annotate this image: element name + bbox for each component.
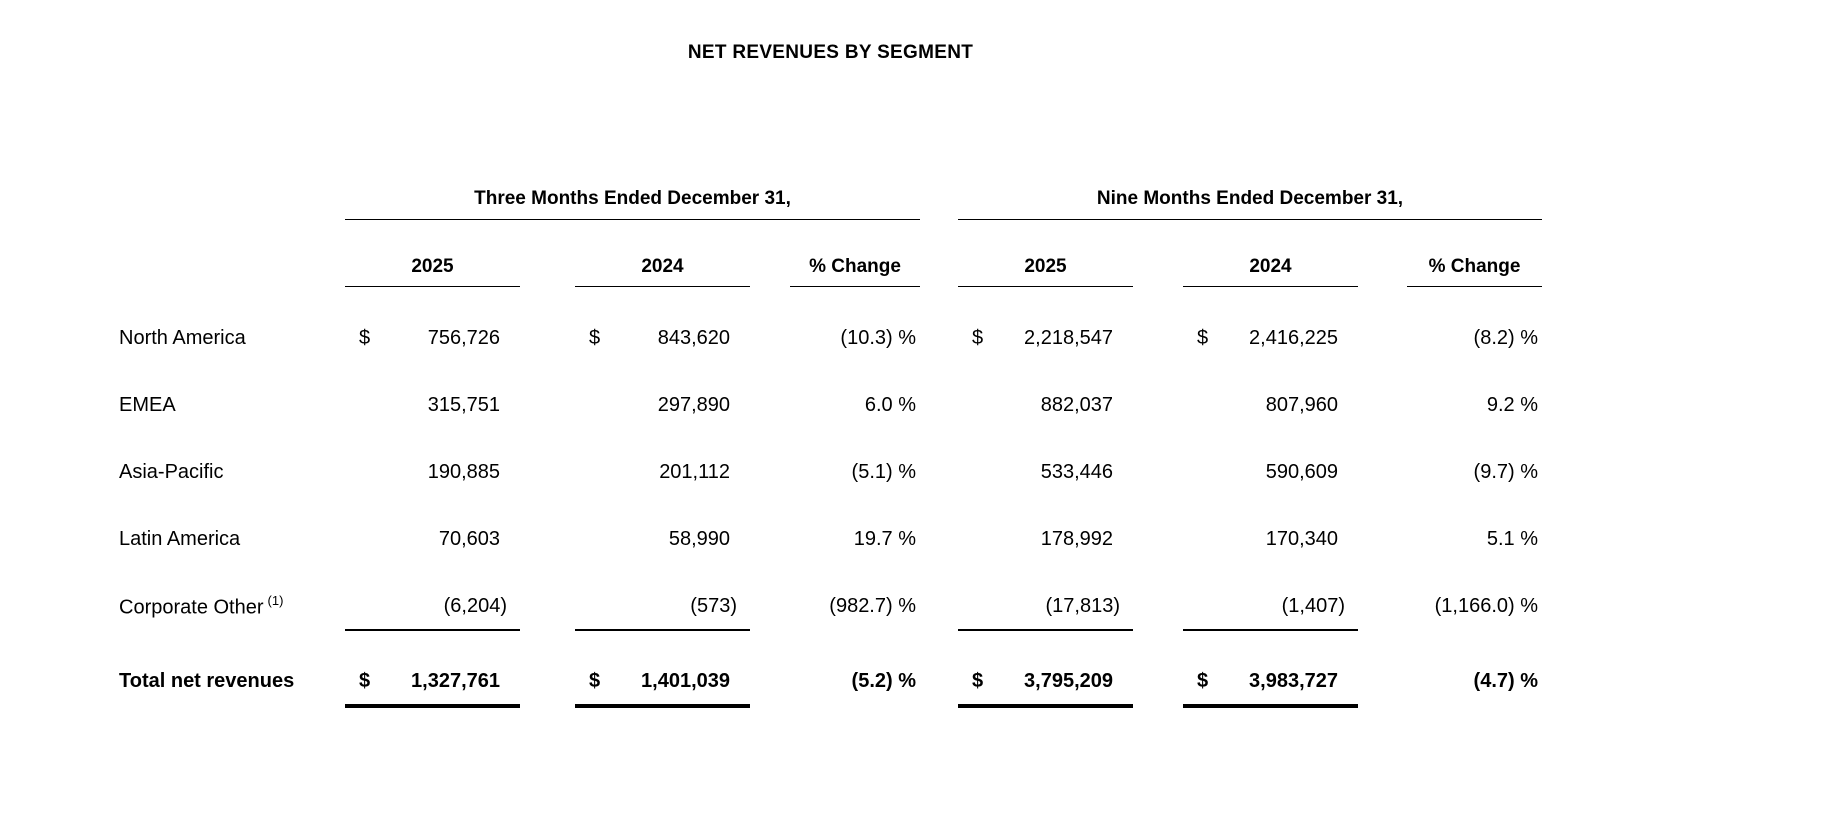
table-row-emea	[119, 372, 1542, 439]
column-header-nine-months-2024: 2024	[1183, 256, 1358, 287]
revenue-cell: 533,446	[1040, 461, 1113, 483]
column-header-nine-months-pct-change: % Change	[1407, 256, 1542, 287]
revenue-cell: (573)	[575, 595, 750, 631]
column-group-three-months: Three Months Ended December 31,	[345, 188, 920, 220]
revenue-cell: (17,813)	[958, 595, 1133, 631]
revenue-cell: 315,751	[427, 394, 500, 416]
table-row-latin-america	[119, 506, 1542, 573]
percent-change-cell: (982.7) %	[829, 595, 916, 617]
column-header-three-months-2025: 2025	[345, 256, 520, 287]
percent-change-cell: (10.3) %	[840, 327, 916, 349]
column-header-row	[119, 256, 1542, 287]
revenue-cell: $ 2,416,225	[1197, 327, 1338, 349]
row-label: Corporate Other $^{(1)}$	[119, 592, 284, 619]
currency-symbol: $	[589, 327, 601, 349]
revenue-total-cell: $ 3,795,209	[958, 650, 1133, 708]
footnote-marker: (1)	[267, 592, 284, 608]
revenue-cell: 807,960	[1265, 394, 1338, 416]
currency-symbol: $	[589, 670, 601, 692]
table-row-corporate-other	[119, 573, 1542, 640]
row-label: Asia-Pacific	[119, 461, 224, 483]
revenue-cell: $ 2,218,547	[972, 327, 1113, 349]
column-group-nine-months: Nine Months Ended December 31,	[958, 188, 1542, 220]
percent-change-cell: (1,166.0) %	[1434, 595, 1538, 617]
percent-change-cell: 9.2 %	[1486, 394, 1538, 416]
currency-symbol: $	[1197, 327, 1209, 349]
row-label: EMEA	[119, 394, 176, 416]
revenue-cell: 178,992	[1040, 528, 1113, 550]
revenue-cell: $ 756,726	[359, 327, 500, 349]
row-label: North America	[119, 327, 246, 349]
percent-change-cell: 5.1 %	[1486, 528, 1538, 550]
percent-change-cell: (5.1) %	[851, 461, 916, 483]
row-label: Latin America	[119, 528, 241, 550]
percent-change-cell: (9.7) %	[1473, 461, 1538, 483]
revenue-cell: (1,407)	[1183, 595, 1358, 631]
column-header-three-months-pct-change: % Change	[790, 256, 920, 287]
revenue-cell: (6,204)	[345, 595, 520, 631]
revenue-cell: 170,340	[1265, 528, 1338, 550]
table-row-total-net-revenues	[119, 650, 1542, 716]
column-header-nine-months-2025: 2025	[958, 256, 1133, 287]
column-group-header-row	[119, 188, 1542, 220]
revenue-total-cell: $ 3,983,727	[1183, 650, 1358, 708]
revenue-cell: 190,885	[427, 461, 500, 483]
double-rule	[345, 704, 520, 708]
revenue-cell: 882,037	[1040, 394, 1113, 416]
revenue-cell: 590,609	[1265, 461, 1338, 483]
row-label: Total net revenues	[119, 670, 295, 692]
revenue-total-cell: $ 1,401,039	[575, 650, 750, 708]
currency-symbol: $	[1197, 670, 1209, 692]
currency-symbol: $	[359, 327, 371, 349]
revenue-total-cell: $ 1,327,761	[345, 650, 520, 708]
column-header-three-months-2024: 2024	[575, 256, 750, 287]
percent-change-cell: (4.7) %	[1473, 670, 1538, 692]
double-rule	[575, 704, 750, 708]
revenue-cell: 201,112	[659, 461, 730, 483]
currency-symbol: $	[972, 327, 984, 349]
currency-symbol: $	[359, 670, 371, 692]
revenue-cell: $ 843,620	[589, 327, 730, 349]
double-rule	[958, 704, 1133, 708]
double-rule	[1183, 704, 1358, 708]
percent-change-cell: (5.2) %	[851, 670, 916, 692]
page-title: NET REVENUES BY SEGMENT	[687, 42, 974, 63]
percent-change-cell: 19.7 %	[853, 528, 916, 550]
currency-symbol: $	[972, 670, 984, 692]
revenue-cell: 70,603	[438, 528, 500, 550]
revenue-cell: 58,990	[668, 528, 730, 550]
percent-change-cell: (8.2) %	[1473, 327, 1538, 349]
revenue-cell: 297,890	[657, 394, 730, 416]
net-revenues-by-segment-table	[119, 188, 1542, 716]
percent-change-cell: 6.0 %	[864, 394, 916, 416]
table-row-north-america	[119, 305, 1542, 372]
table-row-asia-pacific	[119, 439, 1542, 506]
